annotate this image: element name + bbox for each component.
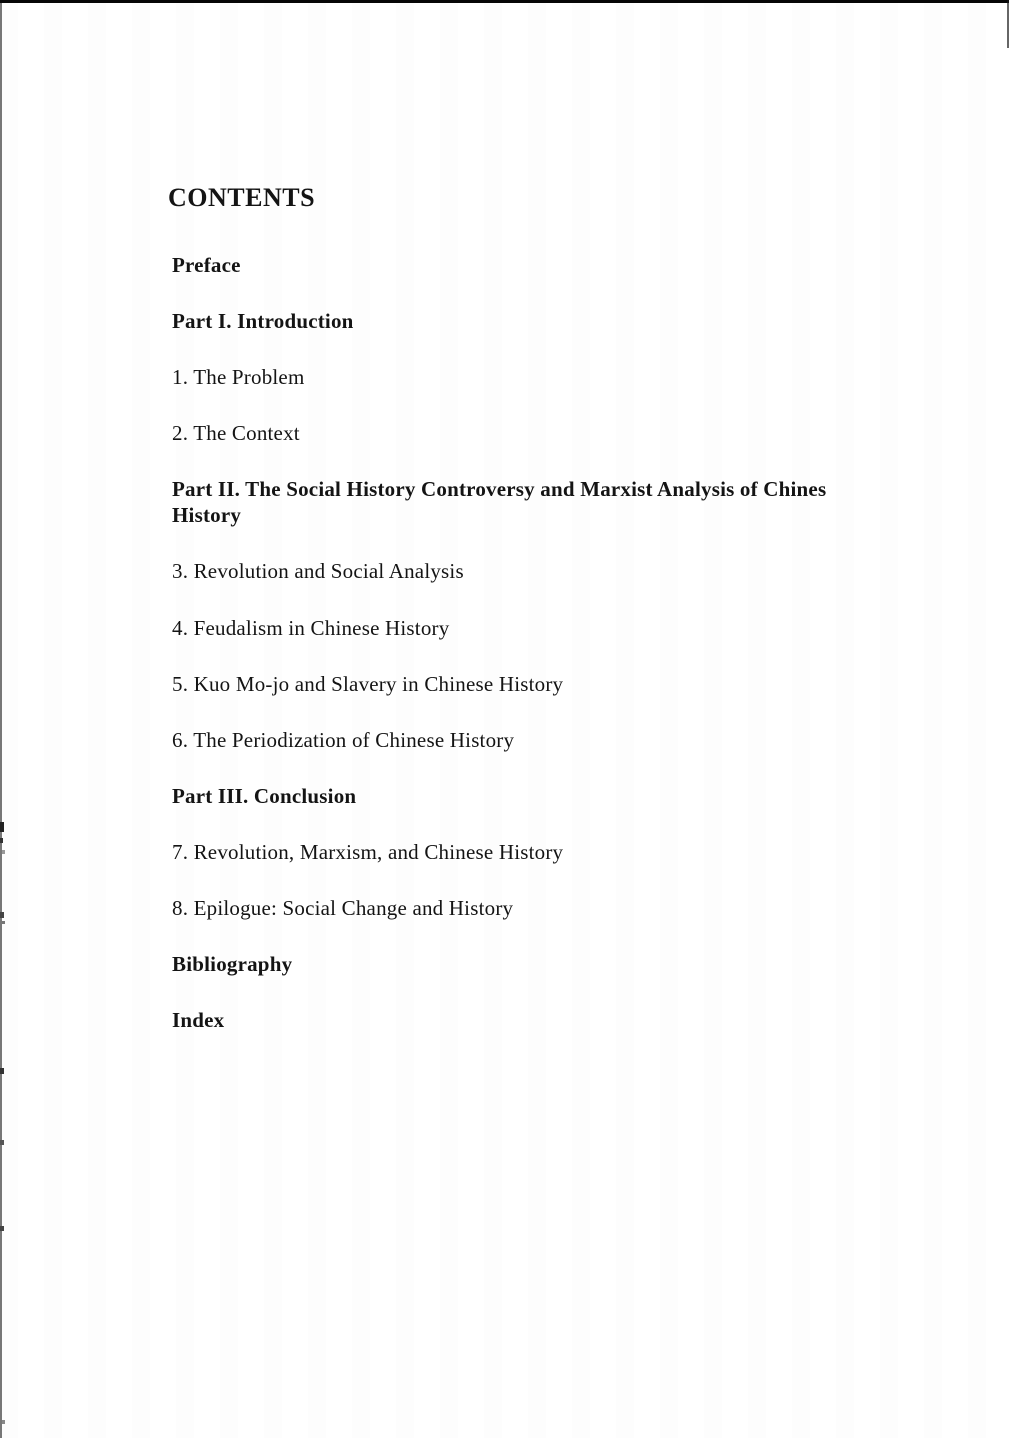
toc-heading-part-3: Part III. Conclusion [172, 784, 357, 808]
toc-entry-chapter-7: 7. Revolution, Marxism, and Chinese History [172, 840, 564, 864]
toc-heading-part-1: Part I. Introduction [172, 309, 354, 333]
toc-heading-part-2-line-1: Part II. The Social History Controversy and Marxist Analysis of Chines [172, 477, 827, 501]
toc-entry-chapter-8: 8. Epilogue: Social Change and History [172, 896, 514, 920]
scan-speck [2, 1420, 5, 1424]
toc-heading-part-2-line-2: History [172, 503, 242, 527]
scan-speck [0, 1068, 4, 1074]
scan-edge-left [0, 0, 2, 1438]
toc-entry-bibliography: Bibliography [172, 952, 293, 976]
toc-entry-chapter-1: 1. The Problem [172, 365, 305, 389]
scan-speck [0, 912, 4, 918]
scan-speck [2, 921, 5, 924]
toc-entry-chapter-6: 6. The Periodization of Chinese History [172, 728, 515, 752]
scan-speck [2, 850, 5, 854]
toc-entry-chapter-4: 4. Feudalism in Chinese History [172, 616, 450, 640]
scan-speck [0, 838, 3, 843]
toc-entry-chapter-5: 5. Kuo Mo-jo and Slavery in Chinese History [172, 672, 564, 696]
toc-entry-preface: Preface [172, 253, 241, 277]
scan-speck [0, 1140, 4, 1145]
page-title: CONTENTS [168, 183, 316, 212]
scan-speck [0, 1226, 4, 1231]
toc-entry-chapter-3: 3. Revolution and Social Analysis [172, 559, 464, 583]
toc-entry-chapter-2: 2. The Context [172, 421, 300, 445]
scan-edge-top [0, 0, 1009, 3]
toc-entry-index: Index [172, 1008, 225, 1032]
scan-speck [0, 822, 4, 832]
